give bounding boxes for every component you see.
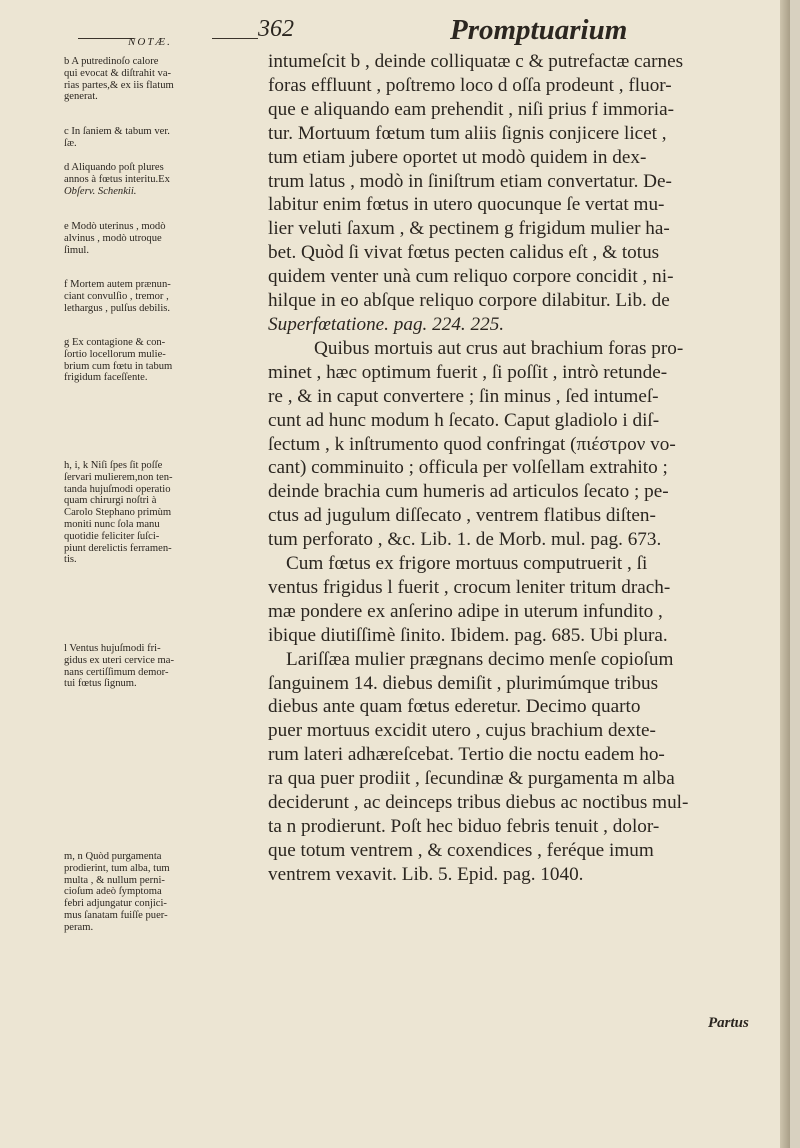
note-line: e Modò uterinus , modò	[64, 221, 166, 232]
note-line: c In ſaniem & tabum ver.	[64, 126, 170, 137]
text-line: deciderunt , ac deinceps tribus diebus ac noctibus mul-	[268, 792, 689, 814]
text-line: quidem venter unà cum reliquo corpore concidit , ni-	[268, 266, 674, 288]
text-line: ſectum , k inſtrumento quod confringat (πιέστρον vo-	[268, 433, 676, 455]
text-line: ctus ad jugulum diſſecato , ventrem flatibus diſten-	[268, 505, 656, 527]
note-line: tis.	[64, 554, 77, 566]
marginal-note-g	[64, 337, 270, 384]
note-line: tanda hujuſmodi operatio	[64, 483, 171, 495]
note-line: d Aliquando poſt plures	[64, 162, 164, 173]
text-line: tum perforato , &c. Lib. 1. de Morb. mul. pag. 673.	[268, 529, 662, 551]
text-line: rum lateri adhæreſcebat. Tertio die noctu eadem ho-	[268, 744, 665, 766]
note-line: alvinus , modò utroque	[64, 232, 162, 244]
running-head: Promptuarium	[450, 14, 628, 46]
note-line: lethargus , pulſus debilis.	[64, 302, 171, 314]
text-line: lier veluti ſaxum , & pectinem g frigidum mulier ha-	[268, 218, 670, 240]
note-line: brium cum fœtu in tabum	[64, 360, 173, 372]
marginal-note-c	[64, 126, 270, 150]
text-line: cunt ad hunc modum h ſecato. Caput gladiolo i diſ-	[268, 409, 660, 431]
marginal-note-e	[64, 221, 270, 256]
note-line: gidus ex uteri cervice ma-	[64, 654, 175, 666]
note-line: ſæ.	[64, 137, 77, 149]
note-line: febri adjungatur conjici-	[64, 898, 167, 910]
text-line: minet , hæc optimum fuerit , ſi poſſit , intrò retunde-	[268, 361, 668, 383]
text-line: ibique diutiſſimè ſinito. Ibidem. pag. 685. Ubi plura.	[268, 624, 668, 646]
note-line: b A putredinoſo calore	[64, 56, 159, 67]
marginal-note-mn	[64, 851, 270, 934]
note-line: generat.	[64, 91, 98, 103]
text-line: tum etiam jubere oportet ut modò quidem in dex-	[268, 146, 647, 168]
text-line: deinde brachia cum humeris ad articulos ſecato ; pe-	[268, 481, 669, 503]
note-line: ſervari mulierem,non ten-	[64, 471, 173, 483]
note-line: peram.	[64, 921, 94, 933]
marginal-note-hik	[64, 460, 270, 566]
text-line: ſanguinem 14. diebus demiſit , plurimúmque tribus	[268, 672, 659, 694]
note-line: moniti nunc ſola manu	[64, 518, 160, 530]
text-line: bet. Quòd ſi vivat fœtus pecten calidus eſt , & totus	[268, 242, 660, 264]
header-rule-left	[78, 38, 134, 39]
text-line: labitur enim fœtus in utero quocunque ſe vertat mu-	[268, 194, 665, 216]
text-line: mæ pondere ex anſerino adipe in uterum infundito ,	[268, 600, 663, 622]
note-line: ſortio locellorum mulie-	[64, 348, 166, 360]
note-line: tui fœtus ſignum.	[64, 678, 137, 690]
marginal-note-l	[64, 643, 270, 690]
text-line: Cum fœtus ex frigore mortuus computruerit , ſi	[286, 553, 648, 575]
text-line: hilque in eo abſque reliquo corpore dilabitur. Lib. de	[268, 290, 670, 312]
page-edge	[780, 0, 790, 1148]
text-line: Lariſſæa mulier prægnans decimo menſe copioſum	[286, 648, 674, 670]
page-number: 362	[258, 16, 294, 42]
text-line: Quibus mortuis aut crus aut brachium foras pro-	[314, 337, 684, 359]
note-line: Obſerv. Schenkii.	[64, 185, 137, 197]
text-line: re , & in caput convertere ; ſin minus , ſed intumeſ-	[268, 385, 659, 407]
marginal-note-d	[64, 162, 270, 197]
text-line: trum latus , modò in ſiniſtrum etiam convertatur. De-	[268, 170, 672, 192]
text-line: foras effluunt , poſtremo loco d oſſa prodeunt , fluor-	[268, 74, 672, 96]
note-line: frigidum faceſſente.	[64, 372, 148, 384]
note-line: f Mortem autem prænun-	[64, 279, 171, 290]
note-line: piunt derelictis ferramen-	[64, 542, 172, 554]
note-line: nans certiſſimum demor-	[64, 666, 169, 678]
catchword: Partus	[708, 1015, 749, 1031]
note-line: qui evocat & diſtrahit va-	[64, 67, 172, 79]
note-line: cioſum adeò ſymptoma	[64, 886, 162, 898]
note-line: quotidie feliciter ſuſci-	[64, 530, 160, 542]
text-line: ra qua puer prodiit , ſecundinæ & purgamenta m alba	[268, 768, 675, 790]
note-line: prodierint, tum alba, tum	[64, 862, 170, 874]
note-line: mus ſanatam fuiſſe puer-	[64, 909, 168, 921]
note-line: ſimul.	[64, 244, 90, 256]
note-line: m, n Quòd purgamenta	[64, 851, 162, 862]
text-line: intumeſcit b , deinde colliquatæ c & putrefactæ carnes	[268, 51, 684, 72]
marginal-note-f	[64, 279, 270, 314]
header-rule-right	[212, 38, 258, 39]
note-line: ciant convulſio , tremor ,	[64, 290, 169, 302]
text-line: que totum ventrem , & coxendices , feréque imum	[268, 839, 654, 861]
notae-heading: NOTÆ.	[128, 36, 172, 48]
text-line: que e aliquando eam prehendit , niſi prius f immoria-	[268, 98, 675, 120]
text-line: cant) comminuito ; officula per volſellam extrahito ;	[268, 457, 668, 479]
text-line: Superfœtatione. pag. 224. 225.	[268, 313, 505, 335]
text-line: diebus ante quam fœtus ederetur. Decimo quarto	[268, 696, 641, 718]
note-line: Carolo Stephano primùm	[64, 507, 172, 519]
text-line: puer mortuus excidit utero , cujus brachium dexte-	[268, 720, 656, 742]
main-text	[268, 50, 780, 887]
note-line: quam chirurgi noſtri à	[64, 495, 157, 507]
note-line: h, i, k Niſi ſpes ſit poſſe	[64, 460, 163, 471]
text-line: ventrem vexavit. Lib. 5. Epid. pag. 1040.	[268, 863, 584, 885]
note-line: g Ex contagione & con-	[64, 337, 166, 348]
text-line: ta n prodierunt. Poſt hec biduo febris tenuit , dolor-	[268, 816, 660, 837]
note-line: l Ventus hujuſmodi fri-	[64, 643, 161, 654]
note-line: multa , & nullum perni-	[64, 874, 165, 886]
note-line: annos à fœtus interitu.Ex	[64, 173, 170, 185]
text-line: tur. Mortuum fœtum tum aliis ſignis conjicere licet ,	[268, 122, 667, 144]
text-line: ventus frigidus l fuerit , crocum leniter tritum drach-	[268, 576, 671, 598]
marginal-note-b	[64, 56, 270, 103]
note-line: rias partes,& ex iis flatum	[64, 79, 174, 91]
